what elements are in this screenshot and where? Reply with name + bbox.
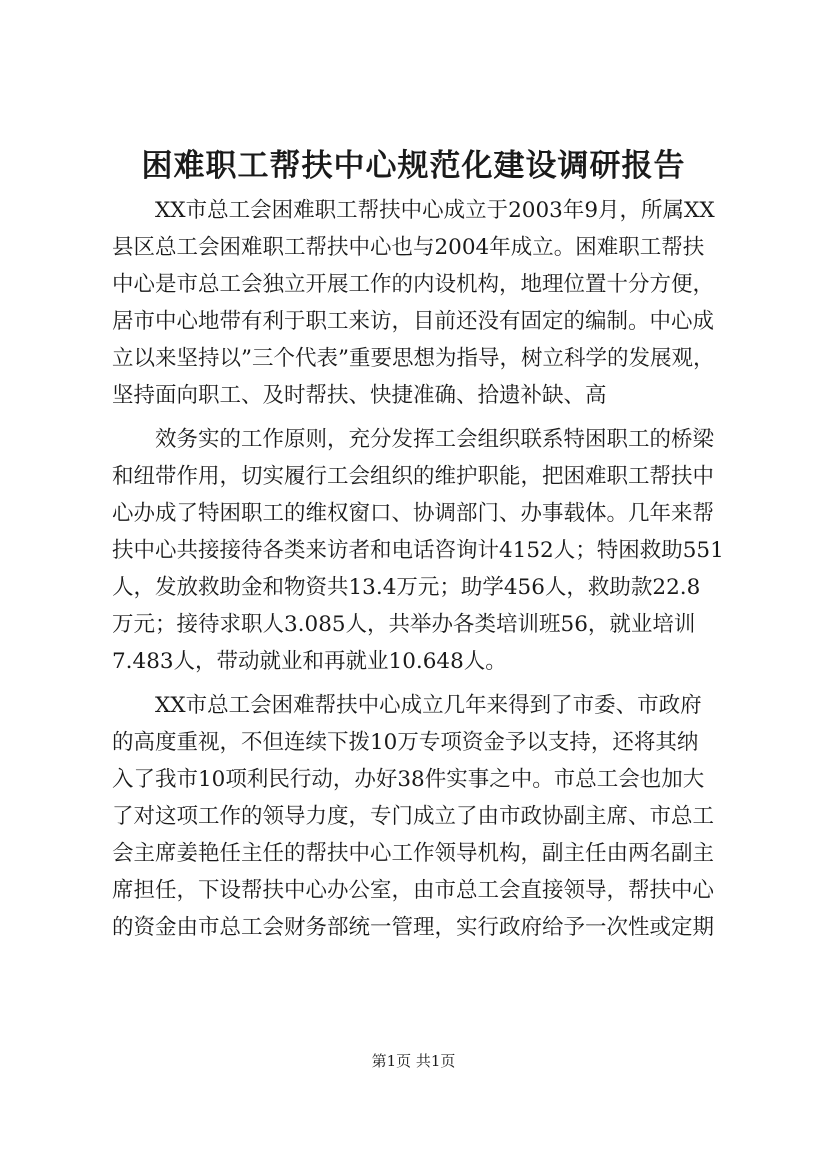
page-number-footer: 第1页 共1页	[371, 1052, 456, 1070]
body-line: 效务实的工作原则，充分发挥工会组织联系特困职工的桥梁	[112, 427, 715, 452]
body-line: 的资金由市总工会财务部统一管理，实行政府给予一次性或定期	[112, 915, 715, 940]
body-line: XX市总工会困难帮扶中心成立几年来得到了市委、市政府	[112, 693, 702, 718]
body-line: 的高度重视，不但连续下拨10万专项资金予以支持，还将其纳	[112, 730, 699, 755]
body-line: 7.483人，带动就业和再就业10.648人。	[112, 649, 507, 674]
body-line: 扶中心共接接待各类来访者和电话咨询计4152人；特困救助551	[112, 538, 724, 563]
body-line: 居市中心地带有利于职工来访，目前还没有固定的编制。中心成	[112, 309, 715, 334]
body-line: 万元；接待求职人3.085人，共举办各类培训班56，就业培训	[112, 612, 696, 637]
body-line: XX市总工会困难职工帮扶中心成立于2003年9月，所属XX	[112, 198, 715, 223]
body-line: 人，发放救助金和物资共13.4万元；助学456人，救助款22.8	[112, 575, 701, 600]
body-line: 县区总工会困难职工帮扶中心也与2004年成立。困难职工帮扶	[112, 235, 705, 260]
body-line: 席担任，下设帮扶中心办公室，由市总工会直接领导，帮扶中心	[112, 878, 715, 903]
document-title: 困难职工帮扶中心规范化建设调研报告	[141, 148, 686, 184]
body-line: 会主席姜艳任主任的帮扶中心工作领导机构，副主任由两名副主	[112, 841, 715, 866]
body-line: 心办成了特困职工的维权窗口、协调部门、办事载体。几年来帮	[112, 501, 715, 526]
body-line: 了对这项工作的领导力度，专门成立了由市政协副主席、市总工	[112, 804, 715, 829]
body-line: 和纽带作用，切实履行工会组织的维护职能，把困难职工帮扶中	[112, 464, 715, 489]
body-line: 入了我市10项利民行动，办好38件实事之中。市总工会也加大	[112, 767, 705, 792]
body-line: 立以来坚持以”三个代表”重要思想为指导，树立科学的发展观，	[112, 346, 715, 371]
body-line: 坚持面向职工、及时帮扶、快捷准确、拾遗补缺、高	[112, 383, 607, 408]
body-line: 中心是市总工会独立开展工作的内设机构，地理位置十分方便，	[112, 272, 715, 297]
